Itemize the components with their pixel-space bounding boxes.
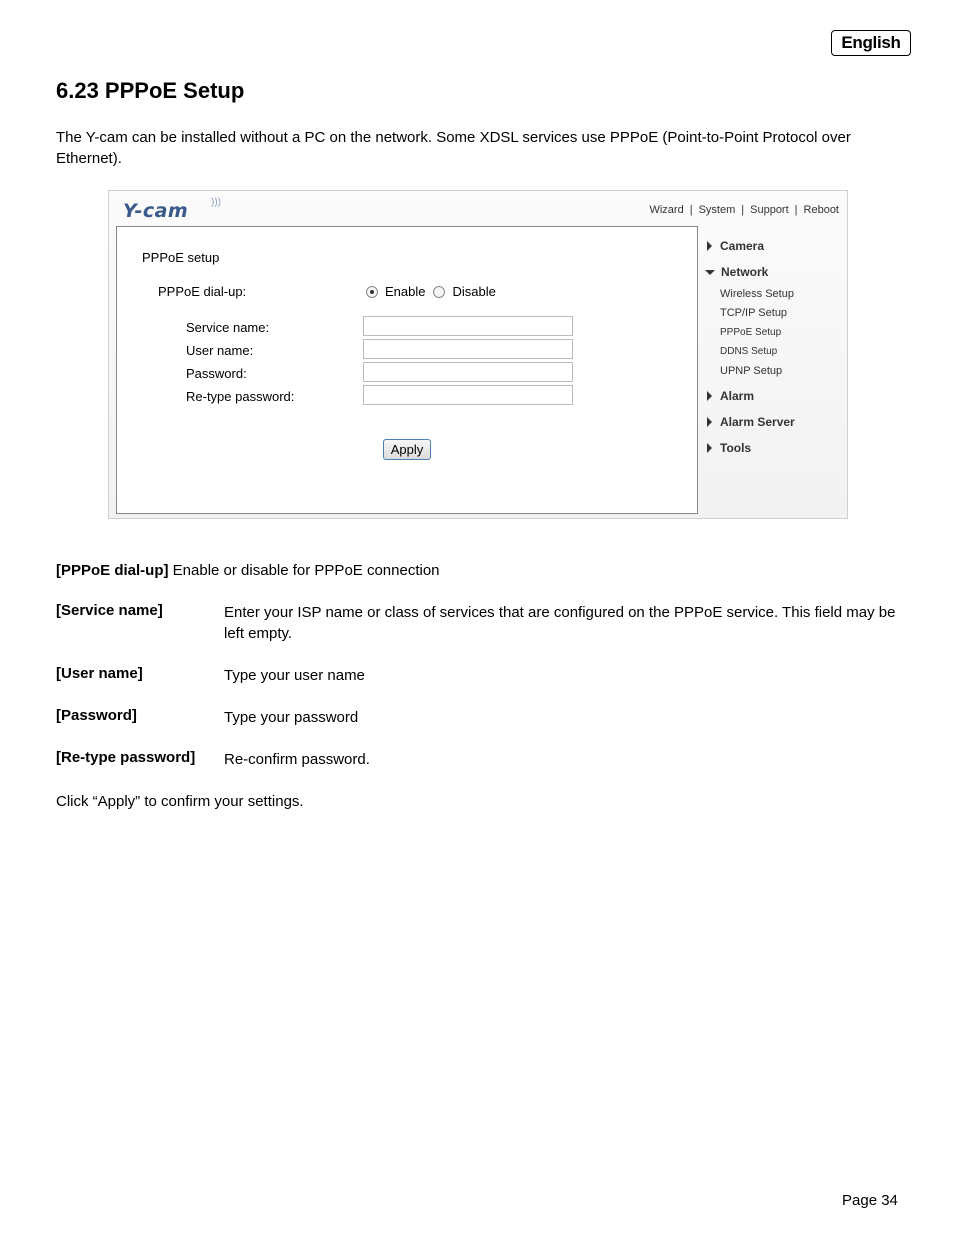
link-separator: | — [689, 204, 693, 216]
enable-radio[interactable] — [366, 286, 378, 298]
page-number: Page 34 — [842, 1192, 898, 1209]
password-input[interactable] — [363, 362, 573, 382]
expand-arrow-icon — [707, 417, 712, 427]
user-name-definition: Type your user name — [224, 667, 365, 684]
collapse-arrow-icon — [705, 270, 715, 275]
nav-alarm-server[interactable] — [704, 415, 795, 429]
expand-arrow-icon — [707, 241, 712, 251]
pppoe-panel — [116, 226, 698, 514]
nav-upnp-setup[interactable]: UPNP Setup — [720, 365, 783, 377]
password-label: Password: — [186, 366, 247, 381]
ycam-logo: Y-cam — [123, 200, 189, 222]
disable-label: Disable — [452, 284, 496, 299]
password-definition: Type your password — [224, 709, 359, 726]
reboot-link[interactable]: Reboot — [803, 204, 839, 216]
section-title: 6.23 PPPoE Setup — [56, 78, 245, 103]
nav-tools[interactable] — [704, 441, 751, 455]
intro-paragraph: The Y-cam can be installed without a PC on the network. Some XDSL services use PPPoE (Point-to-Point Protocol over Ethernet). — [56, 129, 851, 167]
user-name-label: User name: — [186, 343, 254, 358]
language-badge: English — [831, 30, 911, 56]
nav-tcpip-setup[interactable]: TCP/IP Setup — [720, 307, 788, 319]
password-term: [Password] — [56, 707, 137, 724]
disable-radio[interactable] — [433, 286, 445, 298]
ycam-screenshot — [108, 190, 848, 519]
service-name-definition: Enter your ISP name or class of services that are configured on the PPPoE service. This field may be left empty. — [224, 604, 896, 642]
wizard-link[interactable]: Wizard — [649, 204, 684, 216]
retype-password-label: Re-type password: — [186, 389, 295, 404]
user-name-input[interactable] — [363, 339, 573, 359]
link-separator: | — [741, 204, 745, 216]
user-name-term: [User name] — [56, 665, 143, 682]
dial-up-radio-group — [366, 284, 504, 299]
nav-network[interactable] — [704, 265, 768, 279]
nav-camera[interactable] — [704, 239, 764, 253]
wifi-waves-icon: ))) — [211, 197, 221, 208]
system-link[interactable]: System — [698, 204, 736, 216]
dial-up-term: [PPPoE dial-up] — [56, 562, 169, 579]
retype-password-definition: Re-confirm password. — [224, 751, 370, 768]
apply-button[interactable]: Apply — [383, 439, 431, 460]
screenshot-header — [109, 191, 847, 229]
closing-paragraph: Click “Apply” to confirm your settings. — [56, 793, 304, 810]
nav-camera-label: Camera — [720, 239, 765, 253]
retype-password-term: [Re-type password] — [56, 749, 196, 766]
enable-label: Enable — [385, 284, 426, 299]
panel-title: PPPoE setup — [142, 250, 220, 265]
nav-alarm[interactable] — [704, 389, 754, 403]
nav-alarm-server-label: Alarm Server — [720, 415, 795, 429]
expand-arrow-icon — [707, 443, 712, 453]
top-links — [649, 204, 839, 216]
link-separator: | — [794, 204, 798, 216]
expand-arrow-icon — [707, 391, 712, 401]
retype-password-input[interactable] — [363, 385, 573, 405]
dial-up-label: PPPoE dial-up: — [158, 284, 247, 299]
service-name-input[interactable] — [363, 316, 573, 336]
nav-pppoe-setup[interactable]: PPPoE Setup — [720, 327, 782, 338]
service-name-term: [Service name] — [56, 602, 163, 619]
dial-up-text: Enable or disable for PPPoE connection — [172, 562, 440, 579]
nav-tools-label: Tools — [720, 441, 752, 455]
support-link[interactable]: Support — [750, 204, 789, 216]
dial-up-description — [56, 560, 440, 581]
nav-ddns-setup[interactable]: DDNS Setup — [720, 346, 778, 357]
nav-wireless-setup[interactable]: Wireless Setup — [720, 288, 794, 300]
nav-alarm-label: Alarm — [720, 389, 755, 403]
service-name-label: Service name: — [186, 320, 270, 335]
nav-network-label: Network — [721, 265, 769, 279]
